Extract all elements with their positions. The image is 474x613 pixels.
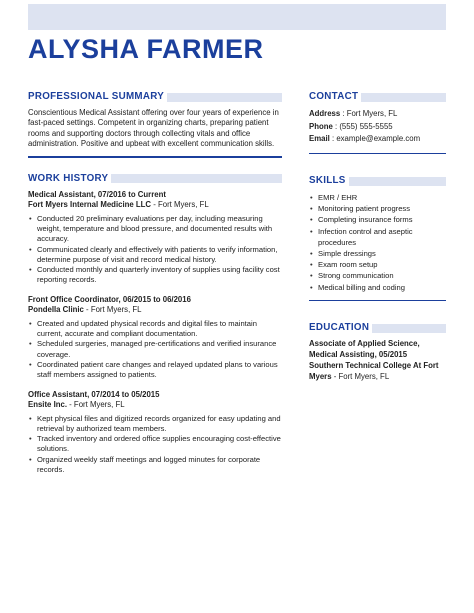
job-company: Fort Myers Internal Medicine LLC [28, 200, 152, 210]
contact-section [309, 90, 446, 154]
list-item: • Infection control and aseptic procedures [309, 226, 446, 248]
job-title: Medical Assistant, 07/2016 to Current [28, 189, 166, 199]
job-duties [28, 214, 282, 286]
list-item: • Monitoring patient progress [309, 203, 446, 214]
separator: : [340, 109, 347, 118]
list-item: • Conducted 20 preliminary evaluations per day, including measuring weight, temperature and blood pressure, and documented results with accuracy. [28, 214, 282, 245]
heading-bar [361, 93, 446, 102]
contact-phone [309, 121, 446, 134]
phone-label: Phone [309, 121, 333, 131]
contact-email [309, 133, 446, 146]
job-company-line [28, 305, 282, 316]
list-item: • EMR / EHR [309, 192, 446, 203]
separator: : [329, 134, 337, 143]
job-duties [28, 414, 282, 476]
job-company: Pondella Clinic [28, 305, 84, 315]
right-column [309, 90, 446, 397]
contact-address [309, 108, 446, 121]
list-item: • Simple dressings [309, 248, 446, 259]
list-item: • Tracked inventory and ordered office supplies encouraging cost-effective solutions. [28, 434, 282, 455]
heading-bar [111, 174, 282, 183]
list-item: • Medical billing and coding [309, 282, 446, 293]
summary-section [28, 90, 282, 158]
address-label: Address [309, 109, 341, 118]
skills-section [309, 174, 446, 301]
address-value: Fort Myers, FL [346, 109, 398, 118]
heading-bar [349, 177, 446, 186]
email-label: Email [309, 134, 330, 143]
education-degree-line: Associate of Applied Science, Medical Assisting, 05/2015 [309, 339, 420, 360]
job-location: - Fort Myers, FL [151, 200, 209, 210]
school-location: - Fort Myers, FL [331, 371, 390, 381]
list-item: • Exam room setup [309, 259, 446, 270]
job-entry [28, 190, 282, 286]
degree: Associate of Applied Science [309, 339, 418, 349]
education-section [309, 321, 446, 382]
section-header [309, 90, 446, 104]
job-location: - Fort Myers, FL [67, 400, 125, 410]
list-item: • Completing insurance forms [309, 214, 446, 225]
section-header [309, 174, 446, 188]
job-title: Front Office Coordinator, 06/2015 to 06/2016 [28, 294, 191, 304]
list-item: • Conducted monthly and quarterly inventory of supplies using facility cost reporting records. [28, 265, 282, 286]
header-band [28, 4, 446, 30]
section-divider [309, 153, 446, 155]
list-item: • Communicated clearly and effectively with patients to verify information, determine purpose of visit and record medical history. [28, 245, 282, 266]
heading-bar [167, 93, 282, 102]
job-company-line [28, 400, 282, 411]
list-item: • Scheduled surgeries, managed pre-certifications and verified insurance coverage. [28, 339, 282, 360]
section-divider [309, 300, 446, 302]
list-item: • Coordinated patient care changes and relayed updated plans to various staff members assigned to patients. [28, 360, 282, 381]
education-heading: EDUCATION [309, 322, 370, 334]
job-duties [28, 319, 282, 381]
list-item: • Organized weekly staff meetings and logged minutes for corporate records. [28, 455, 282, 476]
skills-heading: SKILLS [309, 175, 346, 186]
candidate-name: ALYSHA FARMER [28, 34, 264, 64]
section-header [309, 321, 446, 335]
section-divider [28, 156, 282, 158]
contact-heading: CONTACT [309, 91, 359, 102]
section-header [28, 90, 282, 104]
left-column [28, 90, 282, 489]
job-entry [28, 390, 282, 476]
phone-value: (555) 555-5555 [339, 121, 393, 131]
skills-list [309, 192, 446, 293]
list-item: • Kept physical files and digitized records organized for easy updating and retrieval by authorized team members. [28, 414, 282, 435]
list-item: • Created and updated physical records and digital files to maintain current, accurate and compliant documentation. [28, 319, 282, 340]
summary-heading: PROFESSIONAL SUMMARY [28, 91, 165, 102]
email-value: example@example.com [336, 134, 421, 143]
education-school-line [309, 361, 446, 383]
list-item: • Strong communication [309, 270, 446, 281]
separator: : [332, 121, 340, 131]
heading-bar [372, 324, 446, 333]
job-location: - Fort Myers, FL [83, 305, 142, 315]
job-company-line [28, 200, 282, 211]
summary-text: Conscientious Medical Assistant offering over four years of experience in fast-paced settings. Competent in organizing charts, preparing patient rooms and supporting doctors through collecting vitals and office administration. Positive and upbeat with excellent communication skills. [28, 108, 279, 148]
school: Southern Technical College At Fort Myers [309, 360, 439, 381]
job-entry [28, 295, 282, 381]
job-company: Ensite Inc. [28, 400, 67, 410]
work-history-heading: WORK HISTORY [28, 172, 109, 184]
job-title: Office Assistant, 07/2014 to 05/2015 [28, 389, 160, 399]
work-history-section [28, 172, 282, 476]
field: Medical Assisting [309, 350, 375, 360]
graduation-date: 05/2015 [378, 350, 408, 360]
section-header [28, 172, 282, 186]
